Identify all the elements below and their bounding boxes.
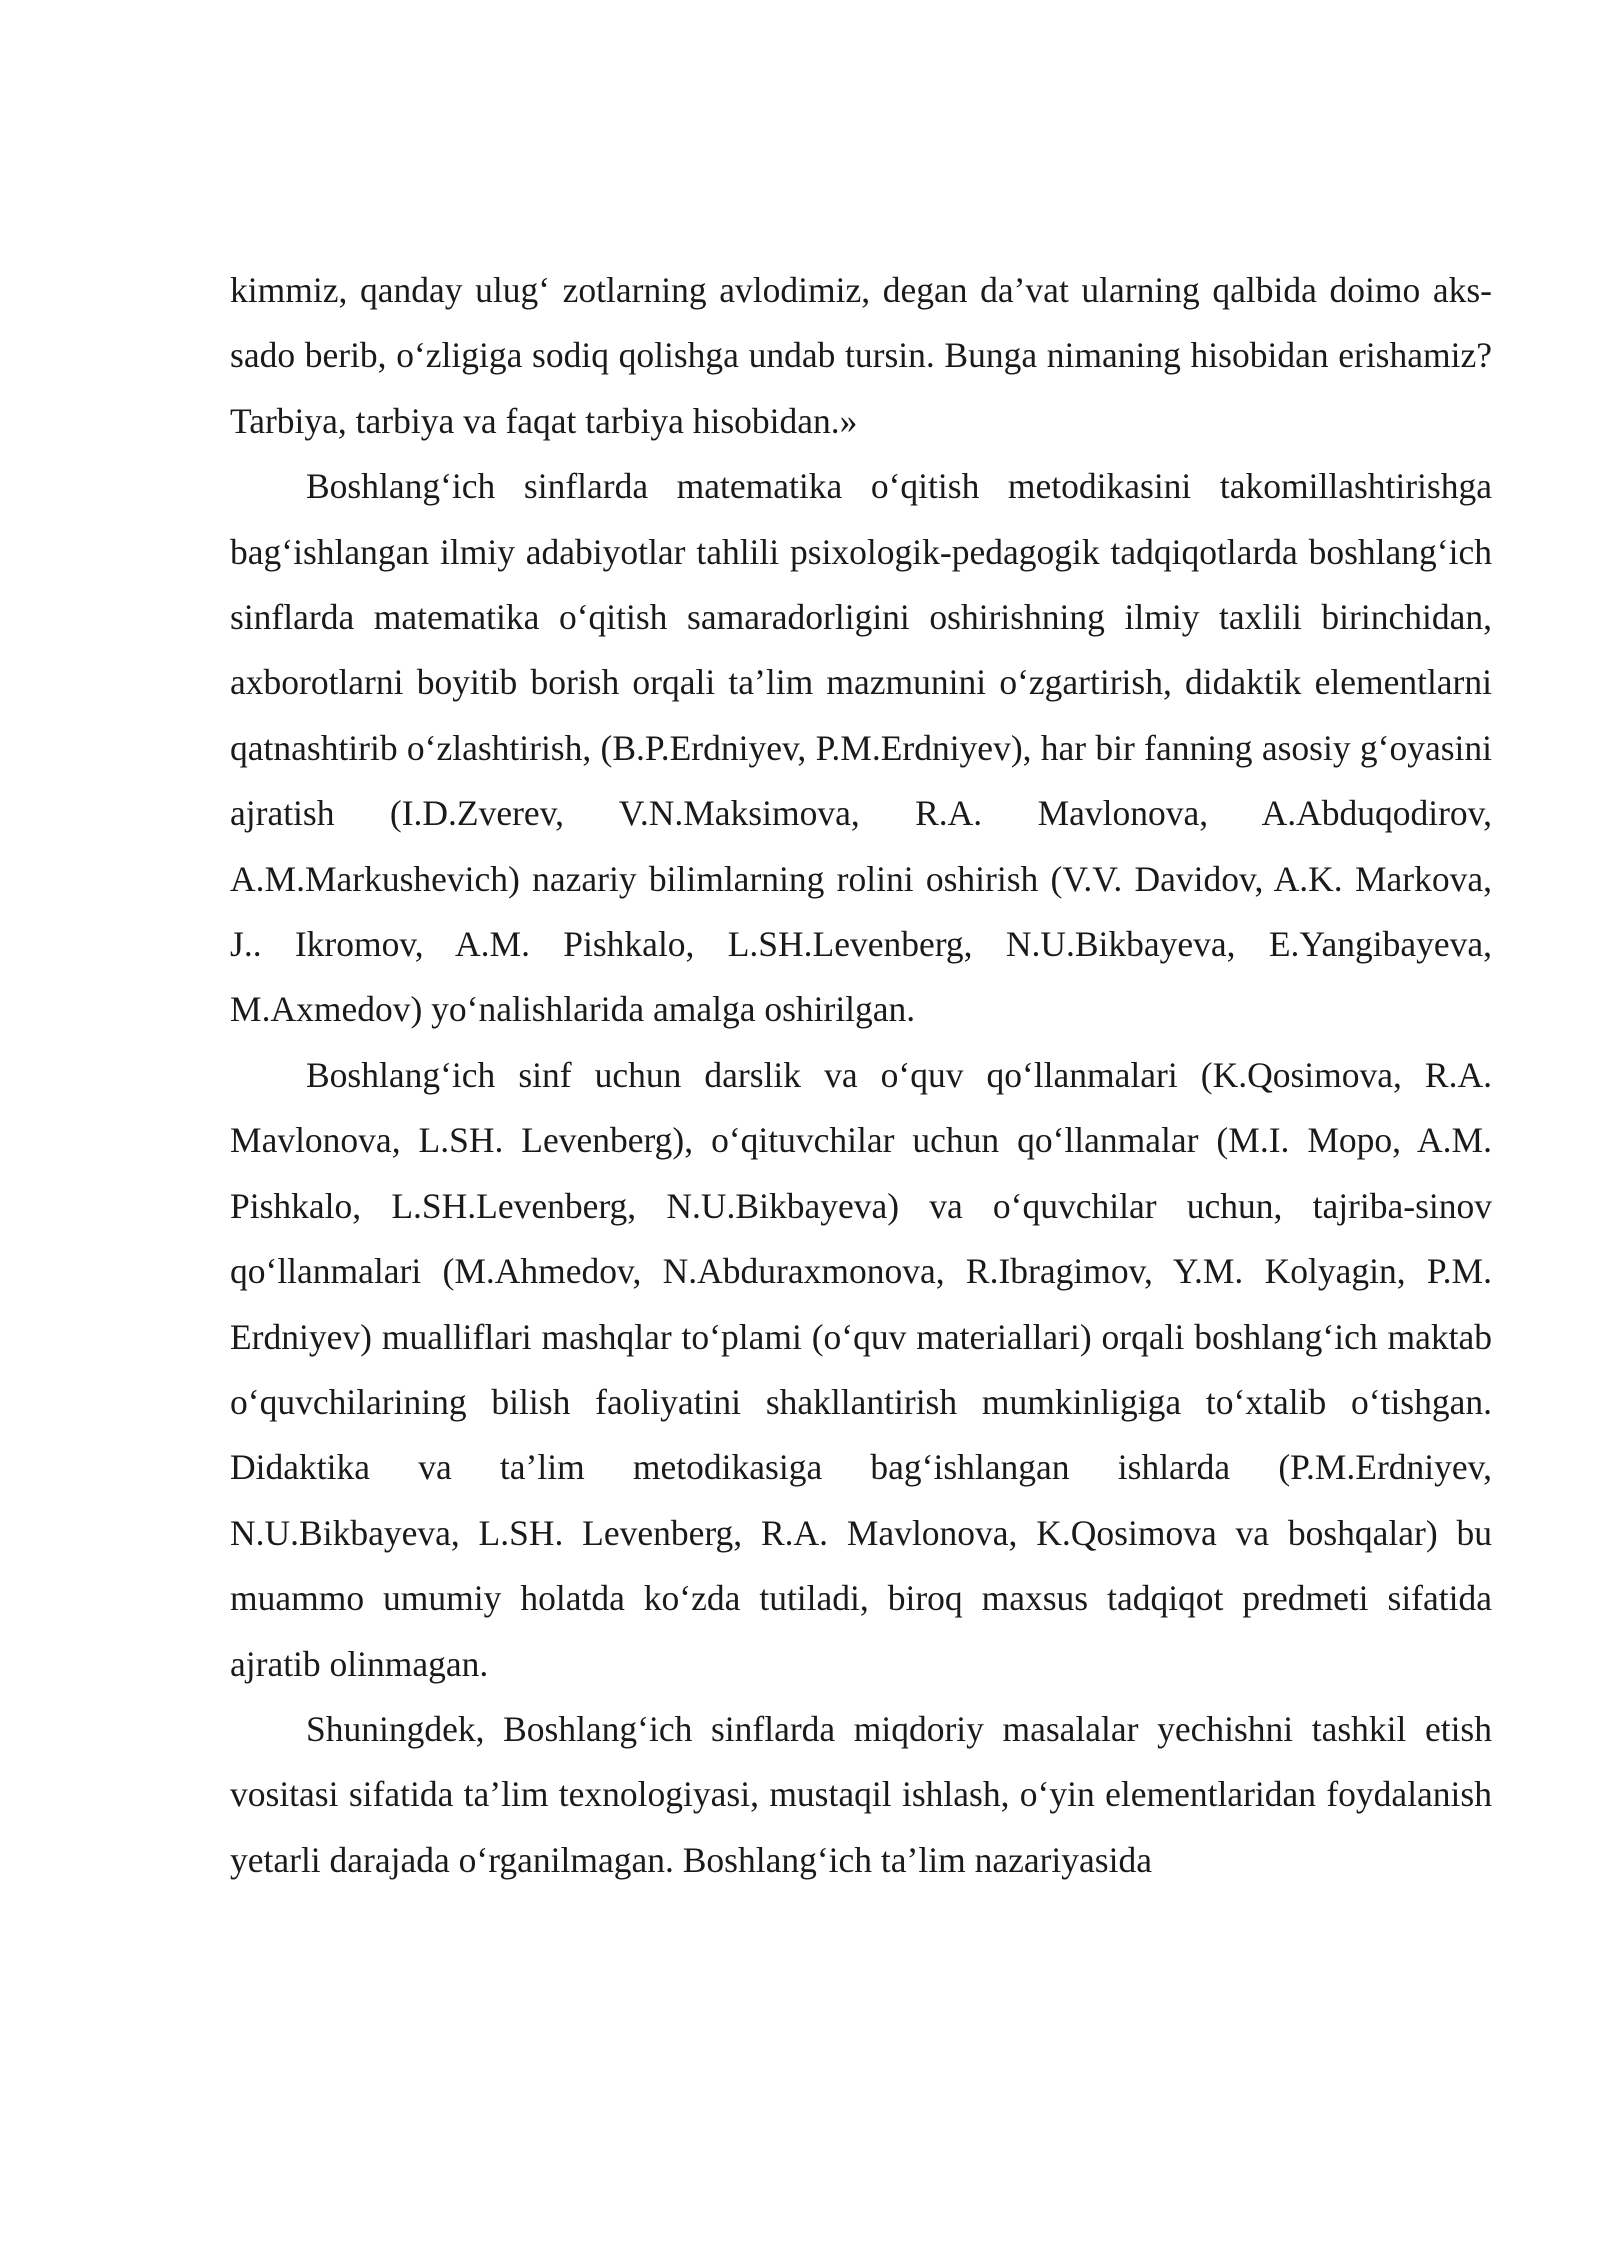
paragraph-1: kimmiz, qanday ulug‘ zotlarning avlodimiz, degan da’vat ularning qalbida doimo aks-sado berib, o‘zligiga sodiq qolishga undab tursin. Bunga nimaning hisobidan erishamiz? Tarbiya, tarbiya va faqat tarbiya hisobidan.» bbox=[230, 270, 1492, 441]
paragraph-3: Boshlang‘ich sinf uchun darslik va o‘quv qo‘llanmalari (K.Qosimova, R.A. Mavlonova, L.SH. Levenberg), o‘qituvchilar uchun qo‘llanmalar (M.I. Mopo, A.M. Pishkalo, L.SH.Levenberg, N.U.Bikbayeva) va o‘quvchilar uchun, tajriba-sinov qo‘llanmalari (M.Ahmedov, N.Abduraxmonova, R.Ibragimov, Y.M. Kolyagin, P.M. Erdniyev) mualliflari mashqlar to‘plami (o‘quv materiallari) orqali boshlang‘ich maktab o‘quvchilarining bilish faoliyatini shakllantirish mumkinligiga to‘xtalib o‘tishgan. Didaktika va ta’lim metodikasiga bag‘ishlangan ishlarda (P.M.Erdniyev, N.U.Bikbayeva, L.SH. Levenberg, R.A. Mavlonova, K.Qosimova va boshqalar) bu muammo umumiy holatda ko‘zda tutiladi, biroq maxsus tadqiqot predmeti sifatida ajratib olinmagan. bbox=[230, 1054, 1492, 1684]
paragraph-2: Boshlang‘ich sinflarda matematika o‘qitish metodikasini takomillashtirishga bag‘ishlangan ilmiy adabiyotlar tahlili psixologik-pedagogik tadqiqotlarda boshlang‘ich sinflarda matematika o‘qitish samaradorligini oshirishning ilmiy taxlili birinchidan, axborotlarni boyitib borish orqali ta’lim mazmunini o‘zgartirish, didaktik elementlarni qatnashtirib o‘zlashtirish, (B.P.Erdniyev, P.M.Erdniyev), har bir fanning asosiy g‘oyasini ajratish (I.D.Zverev, V.N.Maksimova, R.A. Mavlonova, A.Abduqodirov, A.M.Markushevich) nazariy bilimlarning rolini oshirish (V.V. Davidov, A.K. Markova, J.. Ikromov, A.M. Pishkalo, L.SH.Levenberg, N.U.Bikbayeva, E.Yangibayeva, M.Axmedov) yo‘nalishlarida amalga oshirilgan. bbox=[230, 466, 1492, 1030]
document-page bbox=[230, 258, 1492, 1893]
paragraph-4: Shuningdek, Boshlang‘ich sinflarda miqdoriy masalalar yechishni tashkil etish vositasi sifatida ta’lim texnologiyasi, mustaqil ishlash, o‘yin elementlaridan foydalanish yetarli darajada o‘rganilmagan. Boshlang‘ich ta’lim nazariyasida bbox=[230, 1708, 1492, 1880]
